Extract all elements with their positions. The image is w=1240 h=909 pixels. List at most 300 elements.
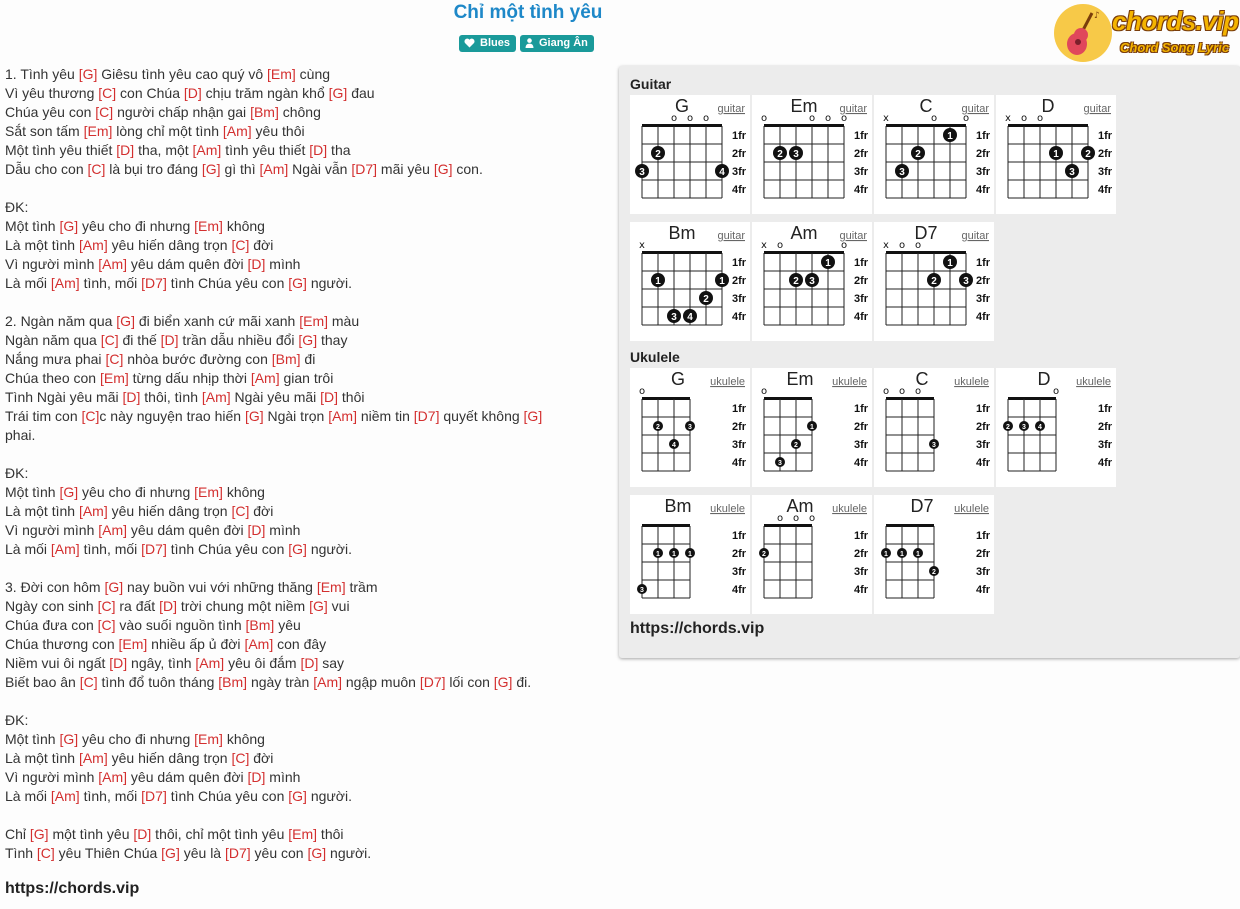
- lyric-text: 2. Ngàn năm qua: [5, 313, 117, 329]
- finger-number: 2: [932, 569, 936, 576]
- fret-label: 3fr: [854, 293, 869, 305]
- chord-link[interactable]: [G]: [523, 408, 543, 424]
- chord-link[interactable]: [G]: [59, 484, 79, 500]
- finger-number: 3: [688, 424, 692, 431]
- open-string-mark: o: [808, 113, 816, 124]
- open-string-mark: o: [840, 113, 848, 124]
- chord-link[interactable]: [C]: [81, 408, 100, 424]
- lyric-text: đi biển xanh cứ mãi xanh: [134, 313, 300, 329]
- chord-link[interactable]: [C]: [95, 104, 114, 120]
- lyric-text: Chúa thương con: [5, 636, 119, 652]
- lyric-line: [5, 198, 605, 217]
- chord-link[interactable]: [D]: [247, 256, 266, 272]
- lyric-text: Chúa đưa con: [5, 617, 98, 633]
- chord-link[interactable]: [D]: [247, 769, 266, 785]
- guitar-link[interactable]: guitar: [961, 230, 989, 242]
- finger-number: 1: [1053, 149, 1059, 160]
- ukulele-chord-d7[interactable]: [874, 495, 994, 614]
- lyric-text: Chúa yêu con: [5, 104, 96, 120]
- chord-link[interactable]: [Am]: [259, 161, 289, 177]
- lyric-text: Một tình: [5, 218, 60, 234]
- chord-link[interactable]: [D]: [320, 389, 339, 405]
- song-tags: [459, 35, 594, 52]
- nut: [886, 251, 966, 254]
- finger-number: 4: [719, 167, 725, 178]
- chord-link[interactable]: [Am]: [192, 142, 222, 158]
- lyric-line: [5, 844, 605, 863]
- lyric-text: tha: [327, 142, 351, 158]
- guitar-chord-c[interactable]: [874, 95, 994, 214]
- lyric-line: [5, 407, 605, 426]
- fret-label: 3fr: [854, 566, 869, 578]
- fret-label: 1fr: [976, 530, 991, 542]
- fret-label: 4fr: [976, 184, 991, 196]
- lyric-text: là bụi tro đáng: [105, 161, 202, 177]
- lyric-text: Là mối: [5, 788, 51, 804]
- ukulele-link[interactable]: ukulele: [954, 503, 989, 515]
- nut: [886, 524, 934, 527]
- open-string-mark: o: [670, 113, 678, 124]
- chord-link[interactable]: [Am]: [201, 389, 231, 405]
- chord-link[interactable]: [C]: [231, 750, 250, 766]
- chord-link[interactable]: [Am]: [98, 256, 128, 272]
- fret-label: 2fr: [976, 275, 991, 287]
- chord-link[interactable]: [C]: [79, 674, 98, 690]
- lyric-text: ngây, tình: [127, 655, 196, 671]
- fret-label: 1fr: [1098, 403, 1113, 415]
- chord-link[interactable]: [C]: [98, 85, 117, 101]
- chord-link[interactable]: [Am]: [222, 123, 252, 139]
- lyric-text: đời: [249, 237, 274, 253]
- lyric-text: Trái tim con: [5, 408, 82, 424]
- finger-number: 3: [639, 167, 645, 178]
- lyric-text: mình: [265, 522, 301, 538]
- ukulele-chord-c[interactable]: [874, 368, 994, 487]
- fret-label: 4fr: [854, 311, 869, 323]
- lyric-text: Ngài yêu mãi: [230, 389, 321, 405]
- chord-link[interactable]: [Em]: [288, 826, 318, 842]
- chord-name: Bm: [664, 496, 692, 516]
- ukulele-link[interactable]: ukulele: [710, 376, 745, 388]
- finger-number: 3: [932, 442, 936, 449]
- lyric-line: [5, 616, 605, 635]
- lyric-text: đi thế: [118, 332, 161, 348]
- lyric-text: yêu hiến dâng trọn: [107, 750, 232, 766]
- chord-link[interactable]: [G]: [288, 275, 307, 291]
- lyric-text: ĐK:: [5, 712, 29, 728]
- finger-number: 2: [655, 149, 661, 160]
- chord-link[interactable]: [Em]: [194, 731, 223, 747]
- lyric-line: [5, 141, 605, 160]
- lyric-line: [5, 673, 605, 692]
- fret-label: 4fr: [1098, 184, 1113, 196]
- lyric-line: [5, 559, 605, 578]
- chord-link[interactable]: [Em]: [99, 370, 129, 386]
- nut: [764, 124, 844, 127]
- chord-link[interactable]: [C]: [231, 237, 250, 253]
- muted-string-mark: x: [639, 240, 645, 251]
- muted-string-mark: x: [761, 240, 767, 251]
- fret-label: 2fr: [854, 148, 869, 160]
- open-string-mark: o: [1020, 113, 1028, 124]
- logo-subtitle: Chord Song Lyric: [1120, 40, 1230, 55]
- lyric-text: không: [222, 218, 265, 234]
- fret-label: 3fr: [732, 566, 747, 578]
- chord-link[interactable]: [Am]: [98, 769, 128, 785]
- open-string-mark: o: [914, 386, 922, 397]
- ukulele-link[interactable]: ukulele: [832, 503, 867, 515]
- lyric-line: [5, 445, 605, 464]
- chord-link[interactable]: [Am]: [313, 674, 342, 690]
- guitar-link[interactable]: guitar: [717, 103, 745, 115]
- finger-number: 3: [1069, 167, 1075, 178]
- chord-link[interactable]: [G]: [244, 408, 264, 424]
- open-string-mark: o: [760, 386, 768, 397]
- lyric-line: [5, 483, 605, 502]
- lyric-line: [5, 388, 605, 407]
- lyric-text: 1. Tình yêu: [5, 66, 79, 82]
- ukulele-link[interactable]: ukulele: [954, 376, 989, 388]
- chord-link[interactable]: [Em]: [316, 579, 346, 595]
- chord-link[interactable]: [Am]: [50, 275, 80, 291]
- fret-label: 3fr: [732, 166, 747, 178]
- lyric-text: đi: [300, 351, 316, 367]
- finger-number: 2: [793, 276, 799, 287]
- chord-link[interactable]: [D]: [300, 655, 319, 671]
- chord-link[interactable]: [D]: [183, 85, 202, 101]
- chord-link[interactable]: [C]: [97, 598, 116, 614]
- chord-link[interactable]: [D7]: [141, 788, 167, 804]
- chord-link[interactable]: [Am]: [195, 655, 225, 671]
- lyric-text: thôi: [317, 826, 344, 842]
- chord-link[interactable]: [Am]: [244, 636, 274, 652]
- chord-link[interactable]: [D]: [309, 142, 328, 158]
- fret-label: 4fr: [854, 457, 869, 469]
- chord-link[interactable]: [D]: [116, 142, 135, 158]
- chord-link[interactable]: [G]: [116, 313, 135, 329]
- lyric-line: [5, 654, 605, 673]
- chord-link[interactable]: [C]: [87, 161, 106, 177]
- lyric-text: Vì người mình: [5, 256, 99, 272]
- nut: [764, 251, 844, 254]
- lyric-text: tha, một: [134, 142, 193, 158]
- lyric-text: ĐK:: [5, 465, 29, 481]
- chord-link[interactable]: [G]: [288, 788, 307, 804]
- lyric-text: con đây: [273, 636, 327, 652]
- guitar-chord-d7[interactable]: [874, 222, 994, 341]
- chord-link[interactable]: [C]: [36, 845, 55, 861]
- lyric-text: Là mối: [5, 275, 51, 291]
- lyric-text: ngày tràn: [247, 674, 314, 690]
- chord-link[interactable]: [Am]: [50, 788, 80, 804]
- chord-link[interactable]: [Em]: [267, 66, 296, 82]
- lyric-text: chông: [278, 104, 321, 120]
- chord-link[interactable]: [D7]: [413, 408, 440, 424]
- finger-number: 1: [655, 276, 661, 287]
- chord-link[interactable]: [Bm]: [218, 674, 248, 690]
- fret-label: 2fr: [732, 275, 747, 287]
- lyric-text: yêu hiến dâng trọn: [107, 503, 232, 519]
- fret-label: 4fr: [732, 184, 747, 196]
- lyric-line: [5, 217, 605, 236]
- lyric-text: yêu dám quên đời: [127, 522, 248, 538]
- chord-link[interactable]: [Em]: [194, 484, 223, 500]
- lyric-text: trần dẫu nhiều đổi: [178, 332, 299, 348]
- chord-link[interactable]: [D7]: [141, 541, 167, 557]
- nut: [1008, 124, 1088, 127]
- lyric-text: yêu ôi đắm: [224, 655, 301, 671]
- fret-label: 1fr: [976, 130, 991, 142]
- open-string-mark: o: [638, 386, 646, 397]
- lyric-text: Một tình: [5, 484, 60, 500]
- guitar-chord-d[interactable]: [996, 95, 1116, 214]
- chord-link[interactable]: [Am]: [328, 408, 357, 424]
- ukulele-link[interactable]: ukulele: [710, 503, 745, 515]
- finger-number: 3: [793, 149, 799, 160]
- lyric-text: yêu là: [179, 845, 225, 861]
- lyrics-block: [5, 65, 605, 863]
- lyric-line: [5, 255, 605, 274]
- fret-label: 2fr: [1098, 421, 1113, 433]
- fret-label: 4fr: [854, 584, 869, 596]
- chord-name: Bm: [668, 223, 696, 243]
- chord-link[interactable]: [D7]: [351, 161, 378, 177]
- open-string-mark: o: [882, 386, 890, 397]
- chord-link[interactable]: [D]: [122, 389, 141, 405]
- open-string-mark: o: [702, 113, 710, 124]
- guitar-chord-em[interactable]: [752, 95, 872, 214]
- lyric-text: niềm tin: [356, 408, 414, 424]
- lyric-text: tình Chúa yêu con: [166, 541, 289, 557]
- chord-link[interactable]: [G]: [78, 66, 98, 82]
- guitar-link[interactable]: guitar: [717, 230, 745, 242]
- chord-link[interactable]: [D7]: [224, 845, 251, 861]
- chord-link[interactable]: [G]: [59, 731, 79, 747]
- chord-link[interactable]: [Bm]: [245, 617, 275, 633]
- lyric-text: Vì người mình: [5, 522, 99, 538]
- chord-link[interactable]: [G]: [433, 161, 453, 177]
- guitar-link[interactable]: guitar: [961, 103, 989, 115]
- chord-link[interactable]: [D]: [159, 598, 177, 614]
- ukulele-chord-g[interactable]: [630, 368, 750, 487]
- lyric-line: [5, 692, 605, 711]
- lyric-text: c này nguyện trao hiến: [99, 408, 245, 424]
- chord-link[interactable]: [G]: [307, 845, 327, 861]
- open-string-mark: o: [776, 513, 784, 524]
- lyric-text: tình, mối: [79, 788, 142, 804]
- chord-link[interactable]: [Em]: [83, 123, 113, 139]
- nut: [764, 524, 812, 527]
- nut: [764, 397, 812, 400]
- fret-label: 2fr: [976, 148, 991, 160]
- chord-link[interactable]: [G]: [309, 598, 328, 614]
- open-string-mark: o: [1036, 113, 1044, 124]
- guitar-link[interactable]: guitar: [839, 103, 867, 115]
- lyric-text: ngập muôn: [342, 674, 420, 690]
- chord-link[interactable]: [G]: [29, 826, 49, 842]
- lyric-text: người.: [306, 541, 352, 557]
- lyric-text: Một tình: [5, 731, 60, 747]
- chord-link[interactable]: [G]: [328, 85, 348, 101]
- fret-label: 4fr: [732, 311, 747, 323]
- ukulele-link[interactable]: ukulele: [832, 376, 867, 388]
- lyric-text: cùng: [295, 66, 331, 82]
- lyric-text: yêu cho đi nhưng: [78, 218, 195, 234]
- author-tag[interactable]: [520, 35, 594, 52]
- fret-label: 2fr: [854, 548, 869, 560]
- nut: [642, 524, 690, 527]
- fret-label: 2fr: [732, 548, 747, 560]
- logo-name: chords.vip: [1112, 6, 1239, 36]
- chord-link[interactable]: [G]: [104, 579, 124, 595]
- fret-label: 1fr: [976, 403, 991, 415]
- lyric-text: đời: [249, 503, 274, 519]
- guitar-link[interactable]: guitar: [1083, 103, 1111, 115]
- lyric-text: màu: [328, 313, 360, 329]
- chord-link[interactable]: [D7]: [141, 275, 167, 291]
- chord-name: G: [670, 369, 686, 389]
- ukulele-link[interactable]: ukulele: [1076, 376, 1111, 388]
- lyric-text: thôi, chỉ một tình yêu: [151, 826, 289, 842]
- guitar-chord-g[interactable]: [630, 95, 750, 214]
- chord-link[interactable]: [G]: [161, 845, 180, 861]
- muted-string-mark: x: [1005, 113, 1011, 124]
- chord-link[interactable]: [G]: [298, 332, 318, 348]
- chord-link[interactable]: [Bm]: [271, 351, 301, 367]
- fret-label: 1fr: [732, 130, 747, 142]
- panel-url[interactable]: https://chords.vip: [630, 620, 765, 637]
- chord-link[interactable]: [Em]: [118, 636, 148, 652]
- chord-name: Em: [786, 369, 814, 389]
- guitar-chord-bm[interactable]: [630, 222, 750, 341]
- chord-link[interactable]: [G]: [59, 218, 79, 234]
- lyric-line: [5, 160, 605, 179]
- lyric-line: [5, 331, 605, 350]
- ukulele-chord-d[interactable]: [996, 368, 1116, 487]
- lyric-line: [5, 521, 605, 540]
- lyric-text: từng dấu nhịp thời: [128, 370, 251, 386]
- svg-text:♪: ♪: [1094, 11, 1100, 21]
- lyric-text: Giêsu tình yêu cao quý vô: [97, 66, 268, 82]
- genre-tag[interactable]: [459, 35, 516, 52]
- fret-label: 3fr: [854, 166, 869, 178]
- chord-link[interactable]: [Am]: [250, 370, 280, 386]
- fret-label: 3fr: [1098, 439, 1113, 451]
- lyric-line: [5, 711, 605, 730]
- lyric-line: [5, 312, 605, 331]
- lyric-text: lòng chỉ một tình: [112, 123, 223, 139]
- chord-link[interactable]: [C]: [97, 617, 116, 633]
- fret-label: 1fr: [732, 257, 747, 269]
- chord-link[interactable]: [Am]: [78, 503, 108, 519]
- fret-label: 3fr: [976, 566, 991, 578]
- lyric-text: yêu dám quên đời: [127, 769, 248, 785]
- chord-link[interactable]: [Am]: [50, 541, 80, 557]
- lyric-text: yêu con: [250, 845, 308, 861]
- lyric-text: Một tình yêu thiết: [5, 142, 117, 158]
- chord-link[interactable]: [Em]: [299, 313, 328, 329]
- ukulele-chord-bm[interactable]: [630, 495, 750, 614]
- ukulele-chord-am[interactable]: [752, 495, 872, 614]
- lyric-text: Tình: [5, 845, 37, 861]
- fret-label: 1fr: [854, 530, 869, 542]
- fret-label: 4fr: [854, 184, 869, 196]
- fret-label: 4fr: [976, 457, 991, 469]
- lyric-text: Niềm vui ôi ngất: [5, 655, 110, 671]
- lyric-line: [5, 293, 605, 312]
- lyric-text: Sắt son tấm: [5, 123, 84, 139]
- chord-link[interactable]: [Am]: [78, 237, 108, 253]
- ukulele-section-title: Ukulele: [630, 349, 680, 365]
- guitar-chord-am[interactable]: [752, 222, 872, 341]
- lyric-line: [5, 103, 605, 122]
- finger-number: 1: [810, 424, 814, 431]
- lyric-line: [5, 122, 605, 141]
- chord-link[interactable]: [D]: [247, 522, 266, 538]
- fret-label: 2fr: [976, 421, 991, 433]
- lyric-text: con.: [452, 161, 483, 177]
- chord-link[interactable]: [Am]: [98, 522, 128, 538]
- muted-string-mark: x: [883, 113, 889, 124]
- chord-link[interactable]: [D]: [160, 332, 179, 348]
- chord-link[interactable]: [G]: [288, 541, 307, 557]
- nut: [886, 124, 966, 127]
- finger-number: 4: [1038, 424, 1042, 431]
- lyric-line: [5, 274, 605, 293]
- ukulele-chord-em[interactable]: [752, 368, 872, 487]
- chord-link[interactable]: [C]: [100, 332, 119, 348]
- site-logo[interactable]: [1054, 4, 1240, 62]
- chord-link[interactable]: [D]: [133, 826, 152, 842]
- lyric-text: phai.: [5, 427, 36, 443]
- open-string-mark: o: [914, 240, 922, 251]
- chord-link[interactable]: [D7]: [419, 674, 446, 690]
- chord-link[interactable]: [Em]: [194, 218, 223, 234]
- lyric-text: nhòa bước đường con: [123, 351, 272, 367]
- chord-link[interactable]: [Bm]: [250, 104, 279, 120]
- chord-link[interactable]: [G]: [201, 161, 221, 177]
- open-string-mark: o: [760, 113, 768, 124]
- finger-number: 2: [777, 149, 783, 160]
- lyric-text: ĐK:: [5, 199, 29, 215]
- lyric-line: [5, 578, 605, 597]
- chord-link[interactable]: [G]: [493, 674, 513, 690]
- lyric-line: [5, 426, 605, 445]
- chord-link[interactable]: [C]: [231, 503, 250, 519]
- chord-link[interactable]: [D]: [109, 655, 128, 671]
- open-string-mark: o: [776, 240, 784, 251]
- lyric-text: Dẫu cho con: [5, 161, 88, 177]
- lyric-text: Ngài trọn: [263, 408, 329, 424]
- lyric-line: [5, 730, 605, 749]
- open-string-mark: o: [808, 513, 816, 524]
- lyric-text: gì thì: [220, 161, 260, 177]
- finger-number: 2: [1006, 424, 1010, 431]
- nut: [886, 397, 934, 400]
- fret-label: 1fr: [732, 403, 747, 415]
- finger-number: 1: [916, 551, 920, 558]
- chord-name: Am: [790, 223, 818, 243]
- guitar-icon: [1054, 4, 1112, 62]
- chord-link[interactable]: [Am]: [78, 750, 108, 766]
- nut: [1008, 397, 1056, 400]
- lyric-line: [5, 236, 605, 255]
- lyric-line: [5, 179, 605, 198]
- chord-link[interactable]: [C]: [105, 351, 124, 367]
- footer-url[interactable]: https://chords.vip: [5, 880, 140, 897]
- guitar-link[interactable]: guitar: [839, 230, 867, 242]
- open-string-mark: o: [962, 113, 970, 124]
